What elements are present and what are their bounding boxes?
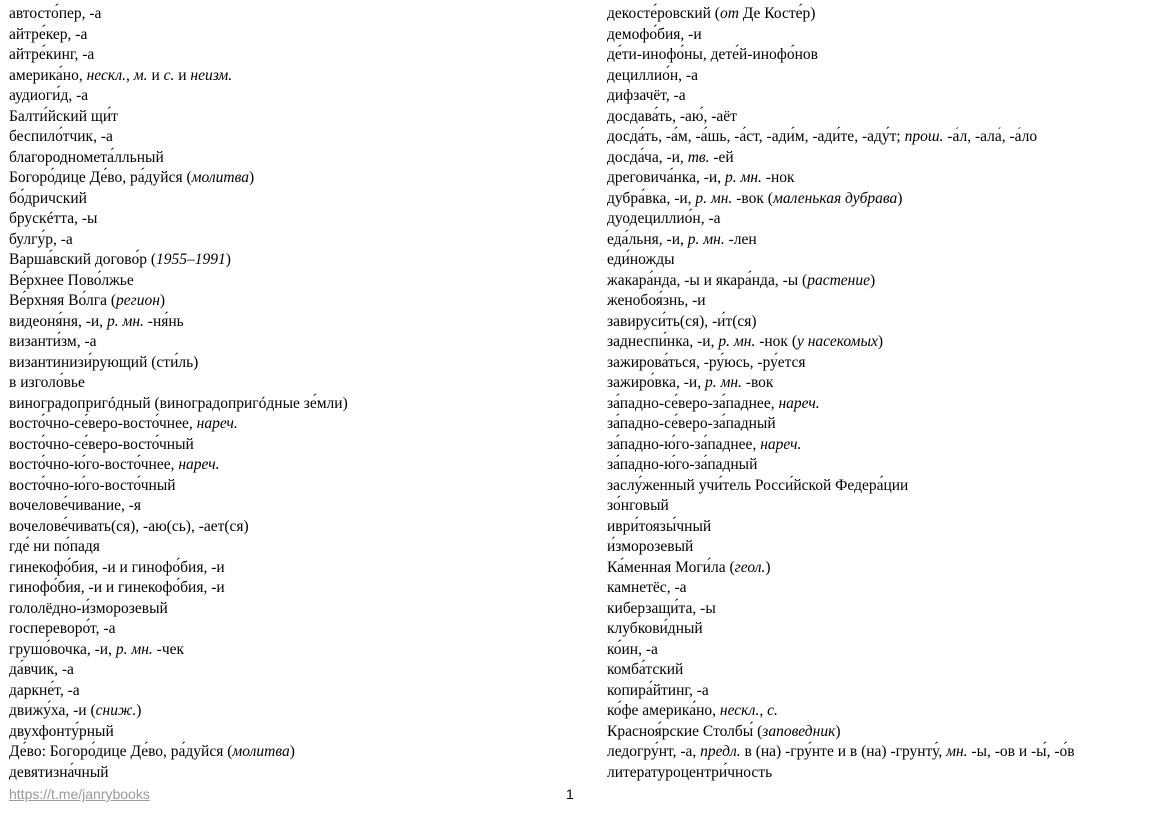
right-column <box>607 4 1160 783</box>
dictionary-entry <box>607 537 1160 558</box>
dictionary-entry <box>607 414 1160 435</box>
entry-text: Ве́рхнее Пово́лжье <box>9 271 134 289</box>
dictionary-entry <box>607 168 1160 189</box>
entry-text: восто́чно-ю́го-восто́чный <box>9 476 176 494</box>
entry-italic-note: нескл., м. <box>86 66 148 84</box>
entry-text: завируси́ть(ся), -и́т(ся) <box>607 312 757 330</box>
entry-text: двухфонту́рный <box>9 722 114 740</box>
dictionary-entry <box>9 681 569 702</box>
dictionary-entry <box>9 435 569 456</box>
dictionary-entry <box>607 127 1160 148</box>
entry-text: в изголо́вье <box>9 374 85 391</box>
dictionary-entry <box>607 250 1160 271</box>
entry-text: досдава́ть, -аю́, -аёт <box>607 107 737 125</box>
entry-italic-note: геол. <box>734 558 766 576</box>
entry-italic-note: молитва <box>191 169 249 186</box>
dictionary-entry <box>607 332 1160 353</box>
entry-text: ) <box>225 251 231 268</box>
entry-text: -ей <box>709 148 734 166</box>
dictionary-entry <box>607 701 1160 722</box>
dictionary-entry <box>9 394 569 415</box>
entry-text: америка́но, <box>9 66 87 84</box>
entry-text: айтре́кер, -а <box>9 25 88 43</box>
dictionary-entry <box>9 742 569 763</box>
entry-text: восто́чно-се́веро-восто́чнее, <box>9 415 197 432</box>
dictionary-entry <box>9 640 569 661</box>
entry-text: киберзащи́та, -ы <box>607 599 716 617</box>
entry-text: досда́ча, -и, <box>607 148 688 166</box>
entry-text: зажиро́вка, -и, <box>607 374 705 391</box>
dictionary-entry <box>607 107 1160 128</box>
entry-italic-note: нескл., с. <box>719 702 778 719</box>
footer-link[interactable]: https://t.me/janrybooks <box>9 786 150 802</box>
entry-text: госпереворо́т, -а <box>9 620 116 637</box>
entry-text: заднеспи́нка, -и, <box>607 333 719 350</box>
entry-italic-note: прош. <box>904 128 944 145</box>
entry-text: жакара́нда, -ы и якара́нда, -ы ( <box>607 271 808 289</box>
dictionary-entry <box>607 578 1160 599</box>
entry-text: -чек <box>152 640 185 658</box>
entry-text: дубра́вка, -и, <box>607 189 696 207</box>
entry-italic-note: р. мн. <box>695 189 733 207</box>
dictionary-entry <box>607 763 1160 784</box>
entry-text: ) <box>835 722 841 740</box>
entry-text: камнетёс, -а <box>607 579 687 596</box>
entry-text: заслу́женный учи́тель Росси́йской Федера́ции <box>607 476 909 494</box>
entry-italic-note: р. мн. <box>687 230 725 248</box>
entry-text: восто́чно-се́веро-восто́чный <box>9 435 194 453</box>
dictionary-entry <box>9 332 569 353</box>
dictionary-entry <box>607 86 1160 107</box>
entry-italic-note: р. мн. <box>115 640 153 658</box>
dictionary-entry <box>607 681 1160 702</box>
dictionary-entry <box>9 66 569 87</box>
entry-text: копира́йтинг, -а <box>607 681 709 699</box>
entry-text: ) <box>897 189 903 207</box>
dictionary-entry <box>607 455 1160 476</box>
dictionary-entry <box>9 578 569 599</box>
dictionary-entry <box>607 496 1160 517</box>
entry-text: -вок <box>741 374 774 391</box>
entry-text: и <box>174 66 191 84</box>
entry-text: за́падно-ю́го-за́паднее, <box>607 435 761 453</box>
entry-italic-note: р. мн. <box>718 333 756 350</box>
dictionary-entry <box>9 189 569 210</box>
entry-text: восто́чно-ю́го-восто́чнее, <box>9 456 179 473</box>
entry-text: дуодециллио́н, -а <box>607 210 721 227</box>
dictionary-entry <box>607 25 1160 46</box>
entry-text: бо́дричский <box>9 189 87 207</box>
entry-text: гинекофо́бия, -и и гинофо́бия, -и <box>9 558 225 576</box>
dictionary-entry <box>607 230 1160 251</box>
entry-italic-note: р. мн. <box>724 169 762 186</box>
entry-text: за́падно-се́веро-за́падный <box>607 415 776 432</box>
entry-text: булгу́р, -а <box>9 230 73 248</box>
dictionary-entry <box>607 189 1160 210</box>
entry-text: Красноя́рские Столбы́ ( <box>607 722 763 740</box>
dictionary-entry <box>607 476 1160 497</box>
entry-italic-note: с. <box>163 66 175 84</box>
dictionary-entry <box>607 353 1160 374</box>
entry-italic-note: сниж. <box>95 702 137 719</box>
entry-text: досда́ть, -а́м, -а́шь, -а́ст, -ади́м, -ади́те, -аду́т; <box>607 128 905 145</box>
entry-text: -лен <box>724 230 757 248</box>
entry-italic-note: тв. <box>687 148 710 166</box>
entry-text: -ня́нь <box>143 312 184 330</box>
entry-text: декосте́ровский ( <box>607 5 720 22</box>
entry-text: -ы, -ов и -ы́, -о́в <box>967 743 1075 760</box>
page-number: 1 <box>566 786 574 802</box>
entry-text: -а́л, -ала́, -а́ло <box>943 128 1038 145</box>
entry-text: движу́ха, -и ( <box>9 702 96 719</box>
entry-text: ) <box>869 271 876 289</box>
entry-text: -вок ( <box>732 189 773 207</box>
dictionary-entry <box>607 517 1160 538</box>
entry-italic-note: от <box>719 5 739 22</box>
dictionary-entry <box>607 394 1160 415</box>
entry-text: комба́тский <box>607 661 684 678</box>
dictionary-entry <box>607 742 1160 763</box>
entry-text: Балти́йский щи́т <box>9 107 118 125</box>
entry-text: женобоя́знь, -и <box>607 292 706 309</box>
dictionary-entry <box>607 66 1160 87</box>
dictionary-entry <box>9 127 569 148</box>
entry-text: благородномета́лльный <box>9 148 164 166</box>
dictionary-entry <box>607 4 1160 25</box>
entry-text: девятизна́чный <box>9 763 109 781</box>
entry-italic-note: регион <box>116 292 160 309</box>
entry-text: -нок <box>761 169 795 186</box>
entry-text: ко́фе америка́но, <box>607 702 720 719</box>
entry-italic-note: р. мн. <box>704 374 742 391</box>
entry-text: да́вчик, -а <box>9 661 74 678</box>
entry-text: иври́тоязы́чный <box>607 517 712 535</box>
dictionary-entry <box>9 86 569 107</box>
entry-text: ) <box>765 558 771 576</box>
entry-text: ) <box>289 743 295 760</box>
entry-text: дреговича́нка, -и, <box>607 169 725 186</box>
dictionary-entry <box>607 148 1160 169</box>
entry-text: Варша́вский догово́р ( <box>9 251 156 268</box>
entry-text: демофо́бия, -и <box>607 25 702 43</box>
dictionary-entry <box>9 619 569 640</box>
dictionary-entry <box>9 476 569 497</box>
dictionary-entry <box>9 373 569 394</box>
entry-text: брускéтта, -ы <box>9 210 98 227</box>
dictionary-entry <box>9 496 569 517</box>
dictionary-entry <box>9 271 569 292</box>
entry-italic-note: у насекомых <box>796 333 878 350</box>
entry-text: грушо́вочка, -и, <box>9 640 116 658</box>
dictionary-entry <box>9 414 569 435</box>
dictionary-entry <box>9 209 569 230</box>
entry-text: -нок ( <box>755 333 797 350</box>
dictionary-entry <box>9 148 569 169</box>
dictionary-entry <box>607 722 1160 743</box>
entry-text: гинофо́бия, -и и гинекофо́бия, -и <box>9 579 225 596</box>
dictionary-entry <box>607 271 1160 292</box>
dictionary-entry <box>9 599 569 620</box>
entry-text: вочелове́чивание, -я <box>9 497 142 514</box>
dictionary-entry <box>9 353 569 374</box>
dictionary-entry <box>607 209 1160 230</box>
entry-italic-note: 1955–1991 <box>156 251 226 268</box>
entry-text: ) <box>159 292 166 309</box>
entry-text: Богоро́дице Де́во, ра́дуйся ( <box>9 169 192 186</box>
entry-text: и <box>147 66 164 84</box>
entry-text: и́зморозевый <box>607 538 694 555</box>
entry-italic-note: предл. <box>700 743 741 760</box>
entry-text: ) <box>877 333 883 350</box>
dictionary-entry <box>9 455 569 476</box>
entry-italic-note: р. мн. <box>106 312 144 330</box>
entry-text: ) <box>248 169 255 186</box>
entry-italic-note: нареч. <box>196 415 238 432</box>
dictionary-entry <box>607 45 1160 66</box>
dictionary-entry <box>9 107 569 128</box>
entry-text: гололёдно-и́зморозевый <box>9 599 168 617</box>
dictionary-entry <box>9 45 569 66</box>
left-column <box>9 4 569 783</box>
entry-text: виноградопригóдный (виноградопригóдные зе́мли) <box>9 394 348 412</box>
entry-italic-note: нареч. <box>760 435 802 453</box>
dictionary-entry <box>607 619 1160 640</box>
dictionary-entry <box>9 537 569 558</box>
entry-italic-note: заповедник <box>762 722 836 740</box>
entry-italic-note: мн. <box>946 743 968 760</box>
dictionary-entry <box>9 763 569 784</box>
dictionary-entry <box>9 517 569 538</box>
entry-text: клубкови́дный <box>607 620 703 637</box>
entry-text: византинизи́рующий (сти́ль) <box>9 353 199 371</box>
entry-text: в (на) -гру́нте и в (на) -грунту́, <box>740 743 947 760</box>
entry-text: ко́ин, -а <box>607 640 658 658</box>
dictionary-entry <box>9 701 569 722</box>
entry-italic-note: нареч. <box>178 456 220 473</box>
entry-text: еди́ножды <box>607 251 675 268</box>
dictionary-entry <box>607 640 1160 661</box>
entry-text: Ка́менная Моги́ла ( <box>607 558 735 576</box>
entry-text: ) <box>136 702 142 719</box>
entry-italic-note: неизм. <box>190 66 233 84</box>
entry-text: Ве́рхняя Во́лга ( <box>9 292 117 309</box>
dictionary-entry <box>9 168 569 189</box>
dictionary-entry <box>9 660 569 681</box>
entry-text: за́падно-се́веро-за́паднее, <box>607 394 779 412</box>
entry-text: видеоня́ня, -и, <box>9 312 107 330</box>
dictionary-entry <box>607 435 1160 456</box>
dictionary-entry <box>607 660 1160 681</box>
entry-text: зо́нговый <box>607 497 669 514</box>
entry-italic-note: маленькая дубрава <box>772 189 898 207</box>
entry-italic-note: нареч. <box>778 394 820 412</box>
entry-text: за́падно-ю́го-за́падный <box>607 456 758 473</box>
dictionary-entry <box>9 558 569 579</box>
dictionary-entry <box>607 373 1160 394</box>
entry-italic-note: молитва <box>232 743 290 760</box>
entry-text: еда́льня, -и, <box>607 230 688 248</box>
entry-text: айтре́кинг, -а <box>9 46 95 63</box>
dictionary-entry <box>9 25 569 46</box>
dictionary-entry <box>9 291 569 312</box>
entry-text: византи́зм, -а <box>9 333 97 350</box>
entry-text: литературоцентри́чность <box>607 763 773 781</box>
entry-text: Де́во: Богоро́дице Де́во, ра́дуйся ( <box>9 743 233 760</box>
entry-text: дифзачёт, -а <box>607 87 686 104</box>
dictionary-entry <box>9 722 569 743</box>
dictionary-entry <box>607 599 1160 620</box>
entry-text: де́ти-инофо́ны, дете́й-инофо́нов <box>607 46 818 63</box>
dictionary-entry <box>607 312 1160 333</box>
entry-text: ледогру́нт, -а, <box>607 743 701 760</box>
dictionary-entry <box>607 291 1160 312</box>
entry-text: даркне́т, -а <box>9 681 80 699</box>
dictionary-entry <box>9 230 569 251</box>
entry-italic-note: растение <box>807 271 870 289</box>
entry-text: аудиоги́д, -а <box>9 87 89 104</box>
dictionary-entry <box>607 558 1160 579</box>
entry-text: зажирова́ться, -ру́юсь, -ру́ется <box>607 353 806 371</box>
entry-text: автосто́пер, -а <box>9 5 102 22</box>
entry-text: где́ ни по́падя <box>9 538 100 555</box>
entry-text: дециллио́н, -а <box>607 66 698 84</box>
entry-text: беспило́тчик, -а <box>9 128 113 145</box>
dictionary-entry <box>9 250 569 271</box>
dictionary-entry <box>9 312 569 333</box>
entry-text: Де Косте́р) <box>738 5 816 22</box>
dictionary-entry <box>9 4 569 25</box>
entry-text: вочелове́чивать(ся), -аю(сь), -ает(ся) <box>9 517 249 535</box>
